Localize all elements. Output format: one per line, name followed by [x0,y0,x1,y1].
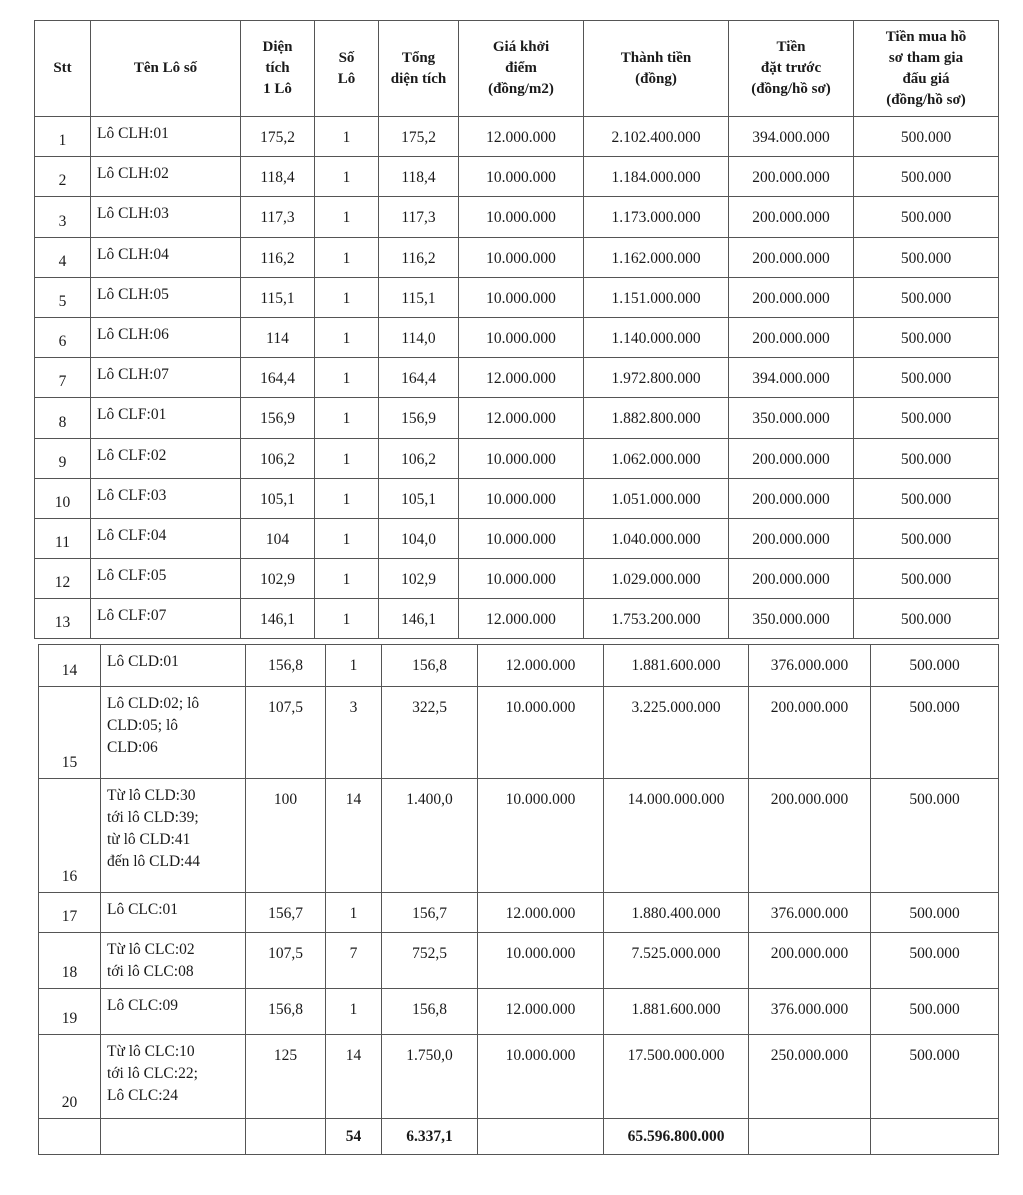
cell-area-per-lot: 118,4 [241,157,315,197]
cell-amount: 1.881.600.000 [604,645,749,687]
cell-area-per-lot: 146,1 [241,599,315,639]
header-lot-count: Số Lô [315,21,379,117]
cell-lot-name: Lô CLF:02 [91,438,241,478]
table-row [35,599,999,639]
cell-lot-count: 7 [326,933,382,989]
cell-total-area: 118,4 [379,157,459,197]
cell-lot-name: Lô CLH:01 [91,117,241,157]
cell-total-area: 1.750,0 [382,1035,478,1119]
cell-lot-name: Lô CLF:03 [91,478,241,518]
cell-total-area: 156,8 [382,645,478,687]
cell-dossier-fee: 500.000 [854,559,999,599]
total-area-per-lot [246,1119,326,1155]
cell-start-price: 10.000.000 [459,317,584,357]
cell-dossier-fee: 500.000 [854,277,999,317]
cell-stt: 5 [35,277,91,317]
cell-deposit: 250.000.000 [749,1035,871,1119]
cell-lot-name: Lô CLF:05 [91,559,241,599]
cell-lot-count: 1 [315,358,379,398]
table-row [35,518,999,558]
cell-start-price: 10.000.000 [459,559,584,599]
cell-start-price: 12.000.000 [459,117,584,157]
cell-deposit: 200.000.000 [729,478,854,518]
cell-amount: 17.500.000.000 [604,1035,749,1119]
cell-dossier-fee: 500.000 [871,893,999,933]
cell-deposit: 376.000.000 [749,645,871,687]
cell-total-area: 117,3 [379,197,459,237]
cell-lot-name: Lô CLC:09 [101,989,246,1035]
cell-dossier-fee: 500.000 [871,989,999,1035]
cell-stt: 10 [35,478,91,518]
cell-lot-count: 14 [326,779,382,893]
cell-deposit: 350.000.000 [729,599,854,639]
cell-lot-count: 1 [315,157,379,197]
total-lot-count: 54 [326,1119,382,1155]
cell-stt: 12 [35,559,91,599]
cell-lot-count: 1 [315,478,379,518]
cell-stt: 18 [39,933,101,989]
cell-start-price: 10.000.000 [459,197,584,237]
cell-deposit: 200.000.000 [729,157,854,197]
cell-lot-count: 1 [315,599,379,639]
table-row [35,197,999,237]
cell-total-area: 104,0 [379,518,459,558]
cell-dossier-fee: 500.000 [854,117,999,157]
cell-stt: 9 [35,438,91,478]
cell-area-per-lot: 156,7 [246,893,326,933]
cell-deposit: 376.000.000 [749,893,871,933]
cell-start-price: 12.000.000 [478,989,604,1035]
header-start-price: Giá khởi điểm (đồng/m2) [459,21,584,117]
cell-dossier-fee: 500.000 [854,157,999,197]
cell-stt: 19 [39,989,101,1035]
cell-area-per-lot: 117,3 [241,197,315,237]
cell-total-area: 114,0 [379,317,459,357]
cell-total-area: 752,5 [382,933,478,989]
cell-lot-name: Lô CLF:07 [91,599,241,639]
cell-amount: 1.151.000.000 [584,277,729,317]
total-start-price [478,1119,604,1155]
cell-amount: 1.184.000.000 [584,157,729,197]
cell-deposit: 200.000.000 [749,933,871,989]
cell-dossier-fee: 500.000 [854,358,999,398]
table-row [35,237,999,277]
cell-area-per-lot: 175,2 [241,117,315,157]
cell-deposit: 200.000.000 [749,687,871,779]
cell-total-area: 164,4 [379,358,459,398]
cell-total-area: 106,2 [379,438,459,478]
cell-dossier-fee: 500.000 [854,438,999,478]
cell-amount: 1.062.000.000 [584,438,729,478]
cell-lot-count: 1 [315,197,379,237]
cell-dossier-fee: 500.000 [854,478,999,518]
cell-lot-name: Lô CLF:01 [91,398,241,438]
cell-lot-count: 1 [315,518,379,558]
header-amount: Thành tiền (đồng) [584,21,729,117]
cell-amount: 1.040.000.000 [584,518,729,558]
cell-lot-count: 14 [326,1035,382,1119]
cell-deposit: 200.000.000 [729,197,854,237]
cell-dossier-fee: 500.000 [854,398,999,438]
table-row [35,438,999,478]
cell-lot-count: 1 [315,277,379,317]
total-total-area: 6.337,1 [382,1119,478,1155]
cell-amount: 1.051.000.000 [584,478,729,518]
cell-dossier-fee: 500.000 [854,599,999,639]
cell-amount: 14.000.000.000 [604,779,749,893]
cell-dossier-fee: 500.000 [871,779,999,893]
table-row [35,317,999,357]
cell-lot-count: 1 [315,237,379,277]
cell-dossier-fee: 500.000 [871,933,999,989]
cell-amount: 1.140.000.000 [584,317,729,357]
cell-lot-count: 1 [326,893,382,933]
table-header-row [35,21,999,117]
cell-stt: 17 [39,893,101,933]
cell-start-price: 10.000.000 [459,438,584,478]
cell-amount: 1.880.400.000 [604,893,749,933]
cell-total-area: 105,1 [379,478,459,518]
cell-lot-name: Lô CLH:02 [91,157,241,197]
cell-start-price: 10.000.000 [478,779,604,893]
cell-deposit: 200.000.000 [749,779,871,893]
cell-total-area: 175,2 [379,117,459,157]
table-row [39,989,999,1035]
cell-lot-name: Lô CLF:04 [91,518,241,558]
cell-lot-name: Lô CLD:02; lô CLD:05; lô CLD:06 [101,687,246,779]
cell-area-per-lot: 125 [246,1035,326,1119]
cell-area-per-lot: 106,2 [241,438,315,478]
cell-dossier-fee: 500.000 [854,197,999,237]
cell-area-per-lot: 100 [246,779,326,893]
cell-lot-count: 1 [315,398,379,438]
cell-total-area: 102,9 [379,559,459,599]
cell-stt: 20 [39,1035,101,1119]
cell-total-area: 156,9 [379,398,459,438]
cell-lot-count: 1 [326,989,382,1035]
lot-table-page-2 [38,644,999,1155]
cell-area-per-lot: 105,1 [241,478,315,518]
cell-amount: 1.753.200.000 [584,599,729,639]
cell-stt: 16 [39,779,101,893]
table-row [39,687,999,779]
cell-total-area: 322,5 [382,687,478,779]
cell-dossier-fee: 500.000 [871,645,999,687]
cell-deposit: 200.000.000 [729,277,854,317]
table-row [39,1035,999,1119]
cell-area-per-lot: 116,2 [241,237,315,277]
cell-lot-name: Lô CLH:05 [91,277,241,317]
cell-start-price: 12.000.000 [459,599,584,639]
cell-stt: 2 [35,157,91,197]
cell-lot-count: 1 [326,645,382,687]
cell-start-price: 12.000.000 [459,358,584,398]
cell-deposit: 200.000.000 [729,518,854,558]
cell-deposit: 350.000.000 [729,398,854,438]
cell-area-per-lot: 107,5 [246,933,326,989]
cell-deposit: 200.000.000 [729,559,854,599]
cell-start-price: 10.000.000 [459,518,584,558]
cell-amount: 1.882.800.000 [584,398,729,438]
cell-total-area: 115,1 [379,277,459,317]
cell-total-area: 156,8 [382,989,478,1035]
header-area-per-lot: Diện tích 1 Lô [241,21,315,117]
cell-lot-name: Từ lô CLC:02 tới lô CLC:08 [101,933,246,989]
cell-lot-name: Lô CLH:04 [91,237,241,277]
table-row [35,559,999,599]
table-row [39,893,999,933]
cell-amount: 2.102.400.000 [584,117,729,157]
cell-stt: 6 [35,317,91,357]
cell-area-per-lot: 114 [241,317,315,357]
cell-area-per-lot: 156,8 [246,645,326,687]
table-row [39,645,999,687]
cell-dossier-fee: 500.000 [854,317,999,357]
header-stt: Stt [35,21,91,117]
cell-lot-name: Lô CLH:07 [91,358,241,398]
header-deposit: Tiền đặt trước (đồng/hồ sơ) [729,21,854,117]
cell-deposit: 200.000.000 [729,237,854,277]
cell-start-price: 10.000.000 [478,687,604,779]
cell-area-per-lot: 115,1 [241,277,315,317]
header-dossier-fee: Tiền mua hồ sơ tham gia đấu giá (đồng/hồ sơ) [854,21,999,117]
table-row [35,358,999,398]
cell-deposit: 376.000.000 [749,989,871,1035]
cell-amount: 1.029.000.000 [584,559,729,599]
cell-area-per-lot: 164,4 [241,358,315,398]
cell-stt: 7 [35,358,91,398]
total-stt [39,1119,101,1155]
cell-area-per-lot: 156,9 [241,398,315,438]
cell-total-area: 1.400,0 [382,779,478,893]
cell-stt: 13 [35,599,91,639]
table-row [35,478,999,518]
cell-start-price: 12.000.000 [478,893,604,933]
cell-amount: 1.162.000.000 [584,237,729,277]
lot-table-page-1 [34,20,999,639]
cell-lot-name: Lô CLH:03 [91,197,241,237]
cell-total-area: 156,7 [382,893,478,933]
cell-stt: 1 [35,117,91,157]
cell-dossier-fee: 500.000 [871,1035,999,1119]
cell-lot-name: Lô CLH:06 [91,317,241,357]
cell-area-per-lot: 104 [241,518,315,558]
cell-area-per-lot: 107,5 [246,687,326,779]
cell-amount: 3.225.000.000 [604,687,749,779]
cell-total-area: 146,1 [379,599,459,639]
table-row [35,157,999,197]
cell-stt: 3 [35,197,91,237]
cell-lot-count: 1 [315,317,379,357]
cell-start-price: 12.000.000 [478,645,604,687]
cell-stt: 4 [35,237,91,277]
cell-start-price: 10.000.000 [459,478,584,518]
cell-dossier-fee: 500.000 [854,518,999,558]
total-amount: 65.596.800.000 [604,1119,749,1155]
cell-area-per-lot: 102,9 [241,559,315,599]
cell-dossier-fee: 500.000 [871,687,999,779]
cell-amount: 1.972.800.000 [584,358,729,398]
cell-lot-name: Lô CLD:01 [101,645,246,687]
cell-start-price: 12.000.000 [459,398,584,438]
cell-lot-name: Từ lô CLD:30 tới lô CLD:39; từ lô CLD:41 đến lô CLD:44 [101,779,246,893]
cell-amount: 1.173.000.000 [584,197,729,237]
cell-amount: 7.525.000.000 [604,933,749,989]
cell-lot-count: 1 [315,559,379,599]
cell-start-price: 10.000.000 [478,1035,604,1119]
cell-area-per-lot: 156,8 [246,989,326,1035]
cell-stt: 8 [35,398,91,438]
cell-lot-count: 3 [326,687,382,779]
cell-lot-count: 1 [315,117,379,157]
table-row [35,277,999,317]
cell-start-price: 10.000.000 [459,157,584,197]
table-row [35,398,999,438]
header-total-area: Tổng diện tích [379,21,459,117]
cell-lot-name: Từ lô CLC:10 tới lô CLC:22; Lô CLC:24 [101,1035,246,1119]
cell-deposit: 394.000.000 [729,117,854,157]
cell-stt: 14 [39,645,101,687]
cell-start-price: 10.000.000 [459,237,584,277]
total-lot-name [101,1119,246,1155]
cell-lot-name: Lô CLC:01 [101,893,246,933]
total-deposit [749,1119,871,1155]
cell-deposit: 200.000.000 [729,317,854,357]
table-row [39,779,999,893]
cell-amount: 1.881.600.000 [604,989,749,1035]
table-row [39,933,999,989]
cell-deposit: 394.000.000 [729,358,854,398]
total-dossier-fee [871,1119,999,1155]
cell-stt: 15 [39,687,101,779]
total-row [39,1119,999,1155]
cell-start-price: 10.000.000 [459,277,584,317]
cell-stt: 11 [35,518,91,558]
cell-lot-count: 1 [315,438,379,478]
header-lot-name: Tên Lô số [91,21,241,117]
cell-dossier-fee: 500.000 [854,237,999,277]
cell-deposit: 200.000.000 [729,438,854,478]
table-row [35,117,999,157]
cell-total-area: 116,2 [379,237,459,277]
cell-start-price: 10.000.000 [478,933,604,989]
